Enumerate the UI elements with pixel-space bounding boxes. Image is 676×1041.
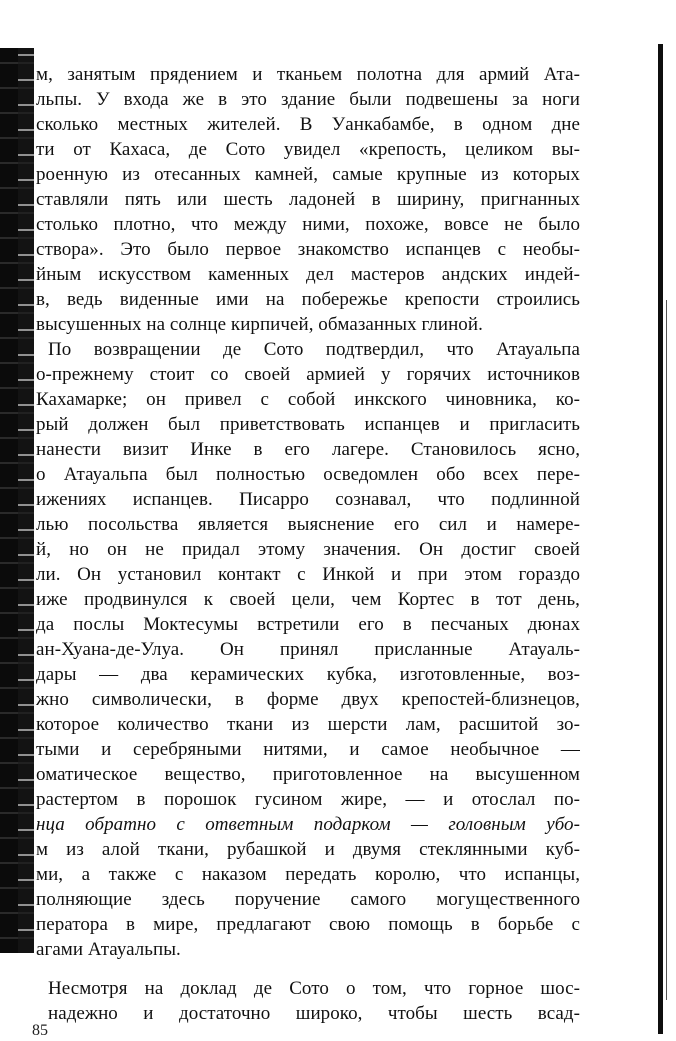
text-line: Кахамарке; он привел с собой инкского чиновника, ко-: [36, 389, 580, 410]
text-line: надежно и достаточно широко, чтобы шесть всад-: [48, 1003, 580, 1024]
text-line: которое количество ткани из шерсти лам, расшитой зо-: [36, 714, 580, 735]
text-line: нанести визит Инке в его лагере. Становилось ясно,: [36, 439, 580, 460]
text-line: жно символически, в форме двух крепостей-близнецов,: [36, 689, 580, 710]
page-number: 85: [32, 1022, 48, 1039]
text-line: м из алой ткани, рубашкой и двумя стеклянными куб-: [36, 839, 580, 860]
text-line: нца обратно с ответным подарком — головным убо-: [36, 814, 580, 835]
text-line: полняющие здесь поручение самого могущественного: [36, 889, 580, 910]
text-line: По возвращении де Сото подтвердил, что Атауальпа: [48, 339, 580, 360]
text-line: льпы. У входа же в это здание были подвешены за ноги: [36, 89, 580, 110]
paragraph-gap: [36, 962, 580, 976]
text-line: иже продвинулся к своей цели, чем Кортес в тот день,: [36, 589, 580, 610]
text-line: створа». Это было первое знакомство испанцев с необы-: [36, 239, 580, 260]
body-text: [36, 62, 580, 1026]
text-line: оматическое вещество, приготовленное на высушенном: [36, 764, 580, 785]
text-line: роенную из отесанных камней, самые крупные из которых: [36, 164, 580, 185]
text-line: ми, а также с наказом передать королю, что испанцы,: [36, 864, 580, 885]
text-line: Несмотря на доклад де Сото о том, что горное шос-: [48, 978, 580, 999]
text-line: м, занятым прядением и тканьем полотна для армий Ата-: [36, 64, 580, 85]
text-line: тыми и серебряными нитями, и самое необычное —: [36, 739, 580, 760]
text-line: лью посольства является выяснение его сил и намере-: [36, 514, 580, 535]
text-line: ти от Кахаса, де Сото увидел «крепость, целиком вы-: [36, 139, 580, 160]
text-line: ператора в мире, предлагают свою помощь в борьбе с: [36, 914, 580, 935]
text-line: столько плотно, что между ними, похоже, вовсе не было: [36, 214, 580, 235]
text-line: высушенных на солнце кирпичей, обмазанных глиной.: [36, 314, 483, 335]
text-line: ижениях испанцев. Писарро сознавал, что подлинной: [36, 489, 580, 510]
text-line: растертом в порошок гусином жире, — и отослал по-: [36, 789, 580, 810]
binding-texture-left: [18, 48, 34, 953]
text-line: йным искусством каменных дел мастеров андских индей-: [36, 264, 580, 285]
text-line: о Атауальпа был полностью осведомлен обо всех пере-: [36, 464, 580, 485]
text-line: й, но он не придал этому значения. Он достиг своей: [36, 539, 580, 560]
text-line: о-прежнему стоит со своей армией у горячих источников: [36, 364, 580, 385]
text-line: сколько местных жителей. В Уанкабамбе, в одном дне: [36, 114, 580, 135]
text-line: агами Атауальпы.: [36, 939, 181, 960]
page-edge-right-thin: [666, 300, 667, 1000]
text-line: ли. Он установил контакт с Инкой и при этом гораздо: [36, 564, 580, 585]
text-line: ан-Хуана-де-Улуа. Он принял присланные Атауаль-: [36, 639, 580, 660]
text-line: рый должен был приветствовать испанцев и пригласить: [36, 414, 580, 435]
page-edge-right: [658, 44, 663, 1034]
text-line: да послы Моктесумы встретили его в песчаных дюнах: [36, 614, 580, 635]
text-line: дары — два керамических кубка, изготовленные, воз-: [36, 664, 580, 685]
text-line: в, ведь виденные ими на побережье крепости строились: [36, 289, 580, 310]
text-line: ставляли пять или шесть ладоней в ширину, пригнанных: [36, 189, 580, 210]
